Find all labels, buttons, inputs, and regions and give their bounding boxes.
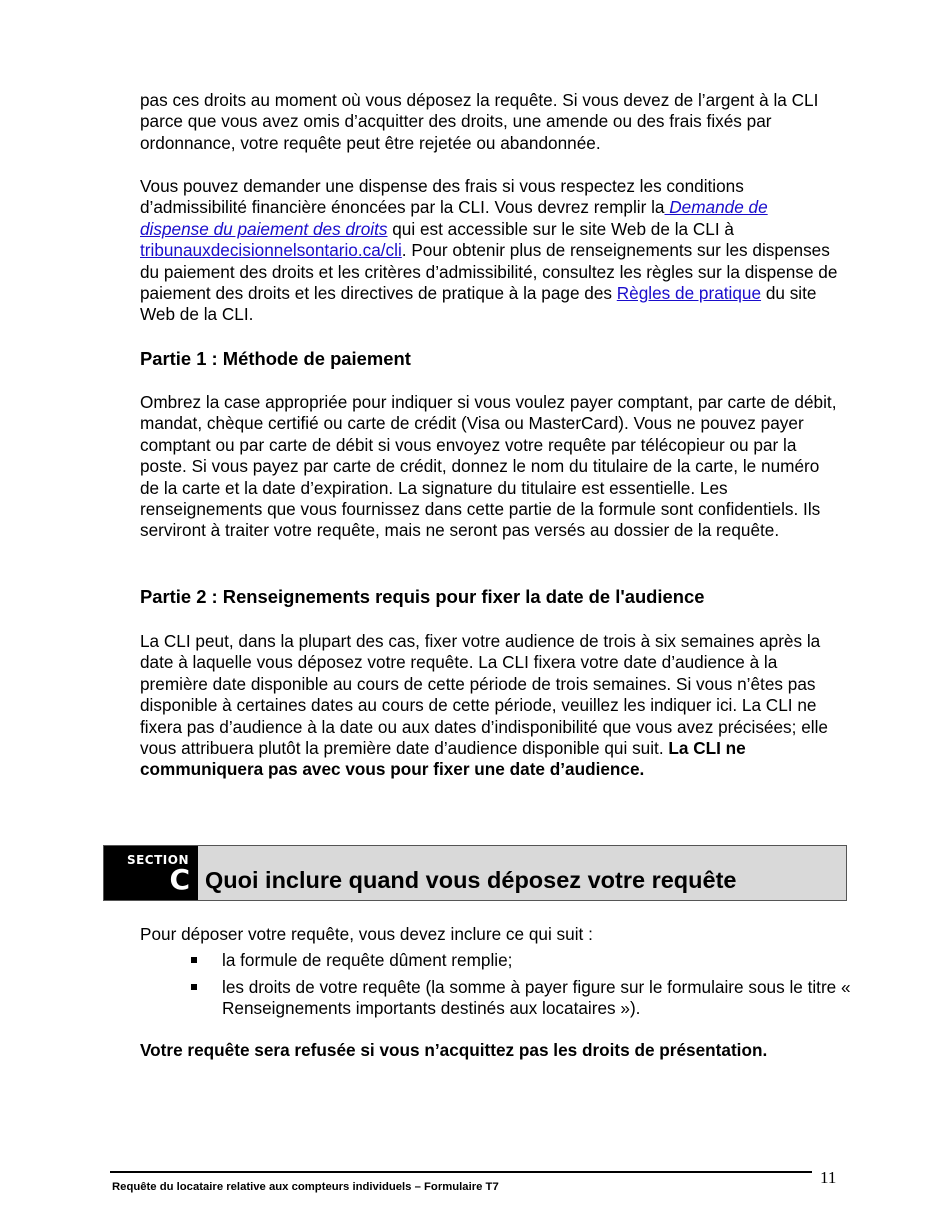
section-tag bbox=[104, 846, 198, 900]
refusal-warning: Votre requête sera refusée si vous n’acquittez pas les droits de présentation. bbox=[140, 1040, 768, 1060]
waiver-text-3: . Pour obtenir plus de renseignements sur les dispenses du paiement des droits et les critères d’admissibilité, consultez les règles sur la dispense de paiement des droits et les directives de pratique à la page des bbox=[140, 240, 838, 304]
section-title: Quoi inclure quand vous déposez votre requête bbox=[205, 867, 737, 893]
section-word: SECTION bbox=[126, 853, 189, 867]
part2-body-text: La CLI peut, dans la plupart des cas, fixer votre audience de trois à six semaines après la date à laquelle vous déposez votre requête. La CLI fixera votre date d’audience à la première date disponible au cours de cette période de trois semaines. Si vous n’êtes pas disponible à certaines dates au cours de cette période, veuillez les indiquer ici. La CLI ne fixera pas d’audience à la date ou aux dates d’indisponibilité que vous avez précisées; elle vous attribuera plutôt la première date d’audience disponible qui suit. bbox=[140, 631, 828, 759]
bullet-square-icon bbox=[191, 984, 197, 990]
part1-heading: Partie 1 : Méthode de paiement bbox=[140, 348, 411, 369]
section-c-intro: Pour déposer votre requête, vous devez inclure ce qui suit : bbox=[140, 924, 593, 944]
section-c-content bbox=[140, 924, 860, 1020]
fee-waiver-request-link[interactable]: Demande de dispense du paiement des droits bbox=[140, 197, 768, 239]
section-letter: C bbox=[169, 863, 190, 896]
intro-paragraph-block bbox=[140, 90, 840, 154]
waiver-text-2: qui est accessible sur le site Web de la CLI à bbox=[387, 218, 734, 239]
part1-body-block bbox=[140, 392, 840, 542]
part2-body-bold: La CLI ne communiquera pas avec vous pour fixer une date d’audience. bbox=[140, 738, 746, 780]
waiver-paragraph-block bbox=[140, 176, 840, 326]
list-item-text: les droits de votre requête (la somme à payer figure sur le formulaire sous le titre « Renseignements importants destinés aux locataires »). bbox=[222, 976, 851, 1019]
list-item bbox=[140, 950, 860, 971]
bullet-square-icon bbox=[191, 957, 197, 963]
section-c-header bbox=[103, 845, 847, 901]
waiver-text-4: du site Web de la CLI. bbox=[140, 283, 817, 325]
part2-body bbox=[140, 631, 840, 781]
tribunal-website-link[interactable]: tribunauxdecisionnelsontario.ca/cli bbox=[140, 240, 402, 261]
part2-heading: Partie 2 : Renseignements requis pour fixer la date de l'audience bbox=[140, 586, 705, 607]
footer-divider bbox=[110, 1171, 812, 1173]
waiver-paragraph bbox=[140, 176, 840, 326]
waiver-text-1: Vous pouvez demander une dispense des frais si vous respectez les conditions d’admissibilité financière énoncées par la CLI. Vous devrez remplir la bbox=[140, 176, 744, 218]
part1-body: Ombrez la case appropriée pour indiquer si vous voulez payer comptant, par carte de débit, mandat, chèque certifié ou carte de crédit (Visa ou MasterCard). Vous ne pouvez payer comptant ou par carte de débit si vous envoyez votre requête par télécopieur ou par la poste. Si vous payez par carte de crédit, donnez le nom du titulaire de la carte, le numéro de la carte et la date d’expiration. La signature du titulaire est essentielle. Les renseignements que vous fournissez dans cette partie de la formule sont confidentiels. Ils serviront à traiter votre requête, mais ne seront pas versés au dossier de la requête. bbox=[140, 392, 837, 541]
page-number: 11 bbox=[820, 1168, 837, 1187]
part2-body-block bbox=[140, 631, 840, 781]
intro-paragraph: pas ces droits au moment où vous déposez la requête. Si vous devez de l’argent à la CLI parce que vous avez omis d’acquitter des droits, une amende ou des frais fixés par ordonnance, votre requête peut être rejetée ou abandonnée. bbox=[140, 90, 819, 153]
list-item bbox=[140, 977, 860, 1020]
list-item-text: la formule de requête dûment remplie; bbox=[222, 950, 513, 971]
required-items-list bbox=[140, 950, 860, 1019]
rules-of-practice-link[interactable]: Règles de pratique bbox=[616, 283, 762, 304]
footer-form-title: Requête du locataire relative aux compteurs individuels – Formulaire T7 bbox=[112, 1181, 499, 1193]
